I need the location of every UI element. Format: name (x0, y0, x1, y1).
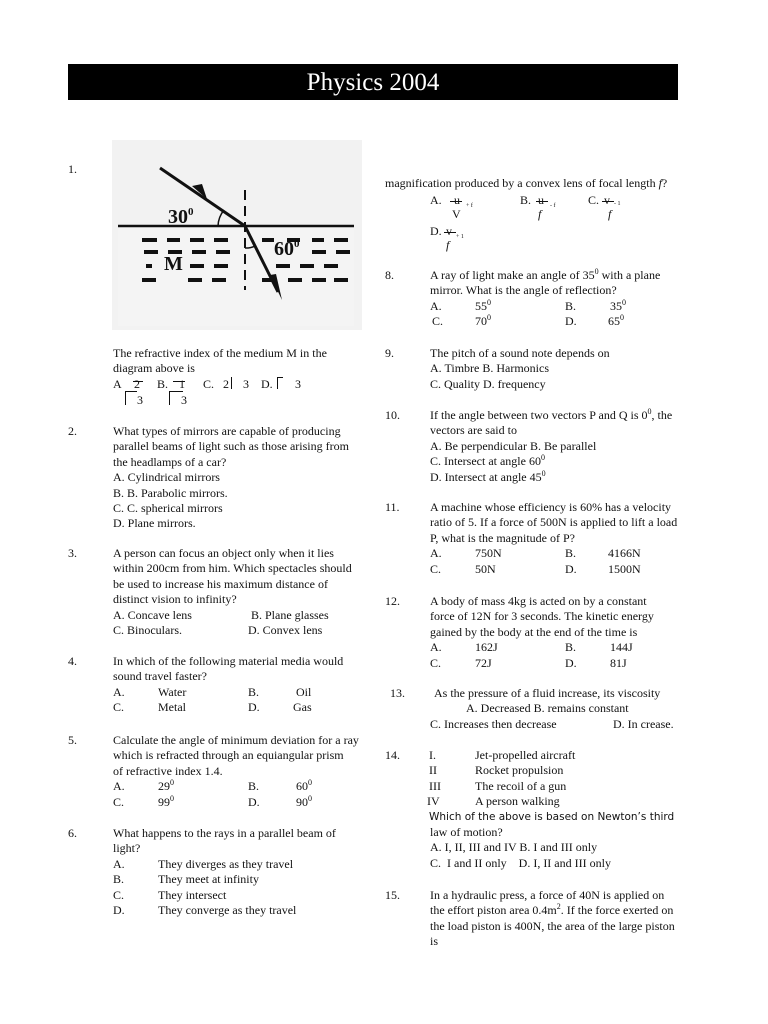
option-row: A. $55^0$ B. $35^0$ (430, 297, 626, 313)
list-item: IV A person walking (427, 794, 560, 809)
question-text: gained by the body at the end of the time is (430, 624, 638, 639)
question-text: is (430, 934, 439, 949)
option: D. Convex lens (248, 622, 323, 637)
question-number: 13. (390, 686, 405, 700)
page-title: Physics 2004 (68, 64, 678, 100)
question-text: A ray of light make an angle of $35^0$ with a plane (430, 267, 661, 282)
question-text: of refractive index 1.4. (113, 763, 223, 778)
q1-option-denominators: 3 3 (113, 393, 368, 408)
question-number: 11. (385, 500, 400, 514)
question-text: What happens to the rays in a parallel beam of (113, 826, 336, 840)
question-number: 12. (385, 594, 400, 608)
option: A. They diverges as they travel (113, 856, 294, 871)
question-7 (385, 176, 685, 191)
medium-label: M (164, 253, 183, 275)
question-text: distinct vision to infinity? (113, 592, 237, 607)
refraction-diagram (112, 140, 362, 330)
option-row: A. 162J B. 144J (430, 640, 633, 655)
question-text: The refractive index of the medium M in the (113, 346, 327, 360)
question-text: mirror. What is the angle of reflection? (430, 283, 617, 298)
angle-30-label: $30^0$ (168, 206, 194, 228)
option: C. I and II only D. I, II and III only (430, 855, 611, 870)
option-row: C. Increases then decrease D. In crease. (430, 716, 674, 731)
question-text: diagram above is (113, 361, 195, 376)
option: D. They converge as they travel (113, 902, 297, 917)
question-text: As the pressure of a fluid increase, its viscosity (434, 686, 661, 700)
q1-options: A 2 B. 1 C. 2 3 D. 3 (113, 376, 301, 391)
question-text: law of motion? (430, 824, 503, 839)
angle-60-label: $60^0$ (274, 238, 300, 260)
question-text: A body of mass 4kg is acted on by a constant (430, 594, 647, 608)
list-item: I. Jet-propelled aircraft (429, 748, 576, 762)
question-text: which is refracted through an equiangular prism (113, 748, 344, 763)
option: A. Cylindrical mirrors (113, 470, 220, 485)
option: C. They intersect (113, 887, 227, 902)
option-row: C. 50N D. 1500N (430, 561, 641, 576)
question-number: 9. (385, 346, 394, 360)
question-number: 4. (68, 654, 77, 668)
option: C. C. spherical mirrors (113, 500, 223, 515)
option: A. Concave lens (113, 607, 192, 622)
question-1-text (113, 346, 368, 408)
question-text: within 200cm from him. Which spectacles should (113, 561, 352, 576)
option: A. Decreased B. remains constant (466, 701, 629, 716)
option-row: A. Water B. Oil (113, 684, 312, 699)
list-item: III The recoil of a gun (429, 778, 567, 793)
option-row: A. 750N B. 4166N (430, 546, 641, 561)
question-text: A machine whose efficiency is 60% has a velocity (430, 500, 672, 514)
question-text: parallel beams of light such as those arising from (113, 439, 349, 454)
option-row: C. 72J D. 81J (430, 655, 627, 670)
question-text: be used to increase his maximum distance of (113, 576, 328, 591)
question-text: ratio of 5. If a force of 500N is applied to lift a load (430, 515, 678, 530)
question-text: Calculate the angle of minimum deviation for a ray (113, 733, 359, 747)
question-text: light? (113, 841, 141, 856)
question-text: In which of the following material media would (113, 654, 344, 668)
option: A. Timbre B. Harmonics (430, 361, 550, 376)
question-text: the load piston is 400N, the area of the large piston (430, 918, 675, 933)
question-text: If the angle between two vectors P and Q is $0^0$, the (430, 407, 673, 422)
option: C. Intersect at angle $60^0$ (430, 453, 545, 469)
question-text: P, what is the magnitude of P? (430, 530, 575, 545)
option: B. B. Parabolic mirrors. (113, 485, 228, 500)
option: A. Be perpendicular B. Be parallel (430, 438, 597, 453)
list-item: II Rocket propulsion (429, 763, 564, 778)
question-number: 8. (385, 268, 394, 282)
option: D. Plane mirrors. (113, 516, 196, 531)
question-number: 14. (385, 748, 400, 762)
option: B. They meet at infinity (113, 872, 259, 887)
question-number: 2. (68, 424, 77, 438)
question-text: In a hydraulic press, a force of 40N is applied on (430, 888, 665, 902)
option: D. Intersect at angle $45^0$ (430, 468, 546, 484)
option-row: C. $99^0$ D. $90^0$ (113, 793, 312, 809)
question-text: The pitch of a sound note depends on (430, 346, 610, 360)
question-text: sound travel faster? (113, 669, 207, 684)
question-text: vectors are said to (430, 423, 517, 438)
question-text: the effort piston area $0.4m^2$. If the force exerted on (430, 902, 674, 918)
question-number: 3. (68, 546, 77, 560)
option-row: A. $29^0$ B. $60^0$ (113, 778, 312, 794)
option-row: C. Metal D. Gas (113, 700, 312, 715)
question-text: force of 12N for 3 seconds. The kinetic energy (430, 609, 654, 624)
question-number: 10. (385, 408, 400, 422)
question-number: 6. (68, 826, 77, 840)
option: B. Plane glasses (251, 607, 329, 622)
option-row: C. $70^0$ D. $65^0$ (432, 313, 624, 329)
question-number: 1. (68, 162, 77, 176)
option: C. Binoculars. (113, 622, 182, 637)
question-number: 15. (385, 888, 400, 902)
question-text: the headlamps of a car? (113, 454, 227, 469)
question-number: 5. (68, 733, 77, 747)
option: A. I, II, III and IV B. I and III only (430, 840, 598, 855)
question-text: magnification produced by a convex lens of focal length f? (385, 176, 668, 190)
option: C. Quality D. frequency (430, 376, 546, 391)
question-text: Which of the above is based on Newton’s third (429, 810, 675, 823)
q7-options: A. u + f V B. u - f f C. v - 1 f D. v + 1 f (430, 193, 621, 252)
question-text: What types of mirrors are capable of producing (113, 424, 341, 438)
question-text: A person can focus an object only when it lies (113, 546, 334, 560)
